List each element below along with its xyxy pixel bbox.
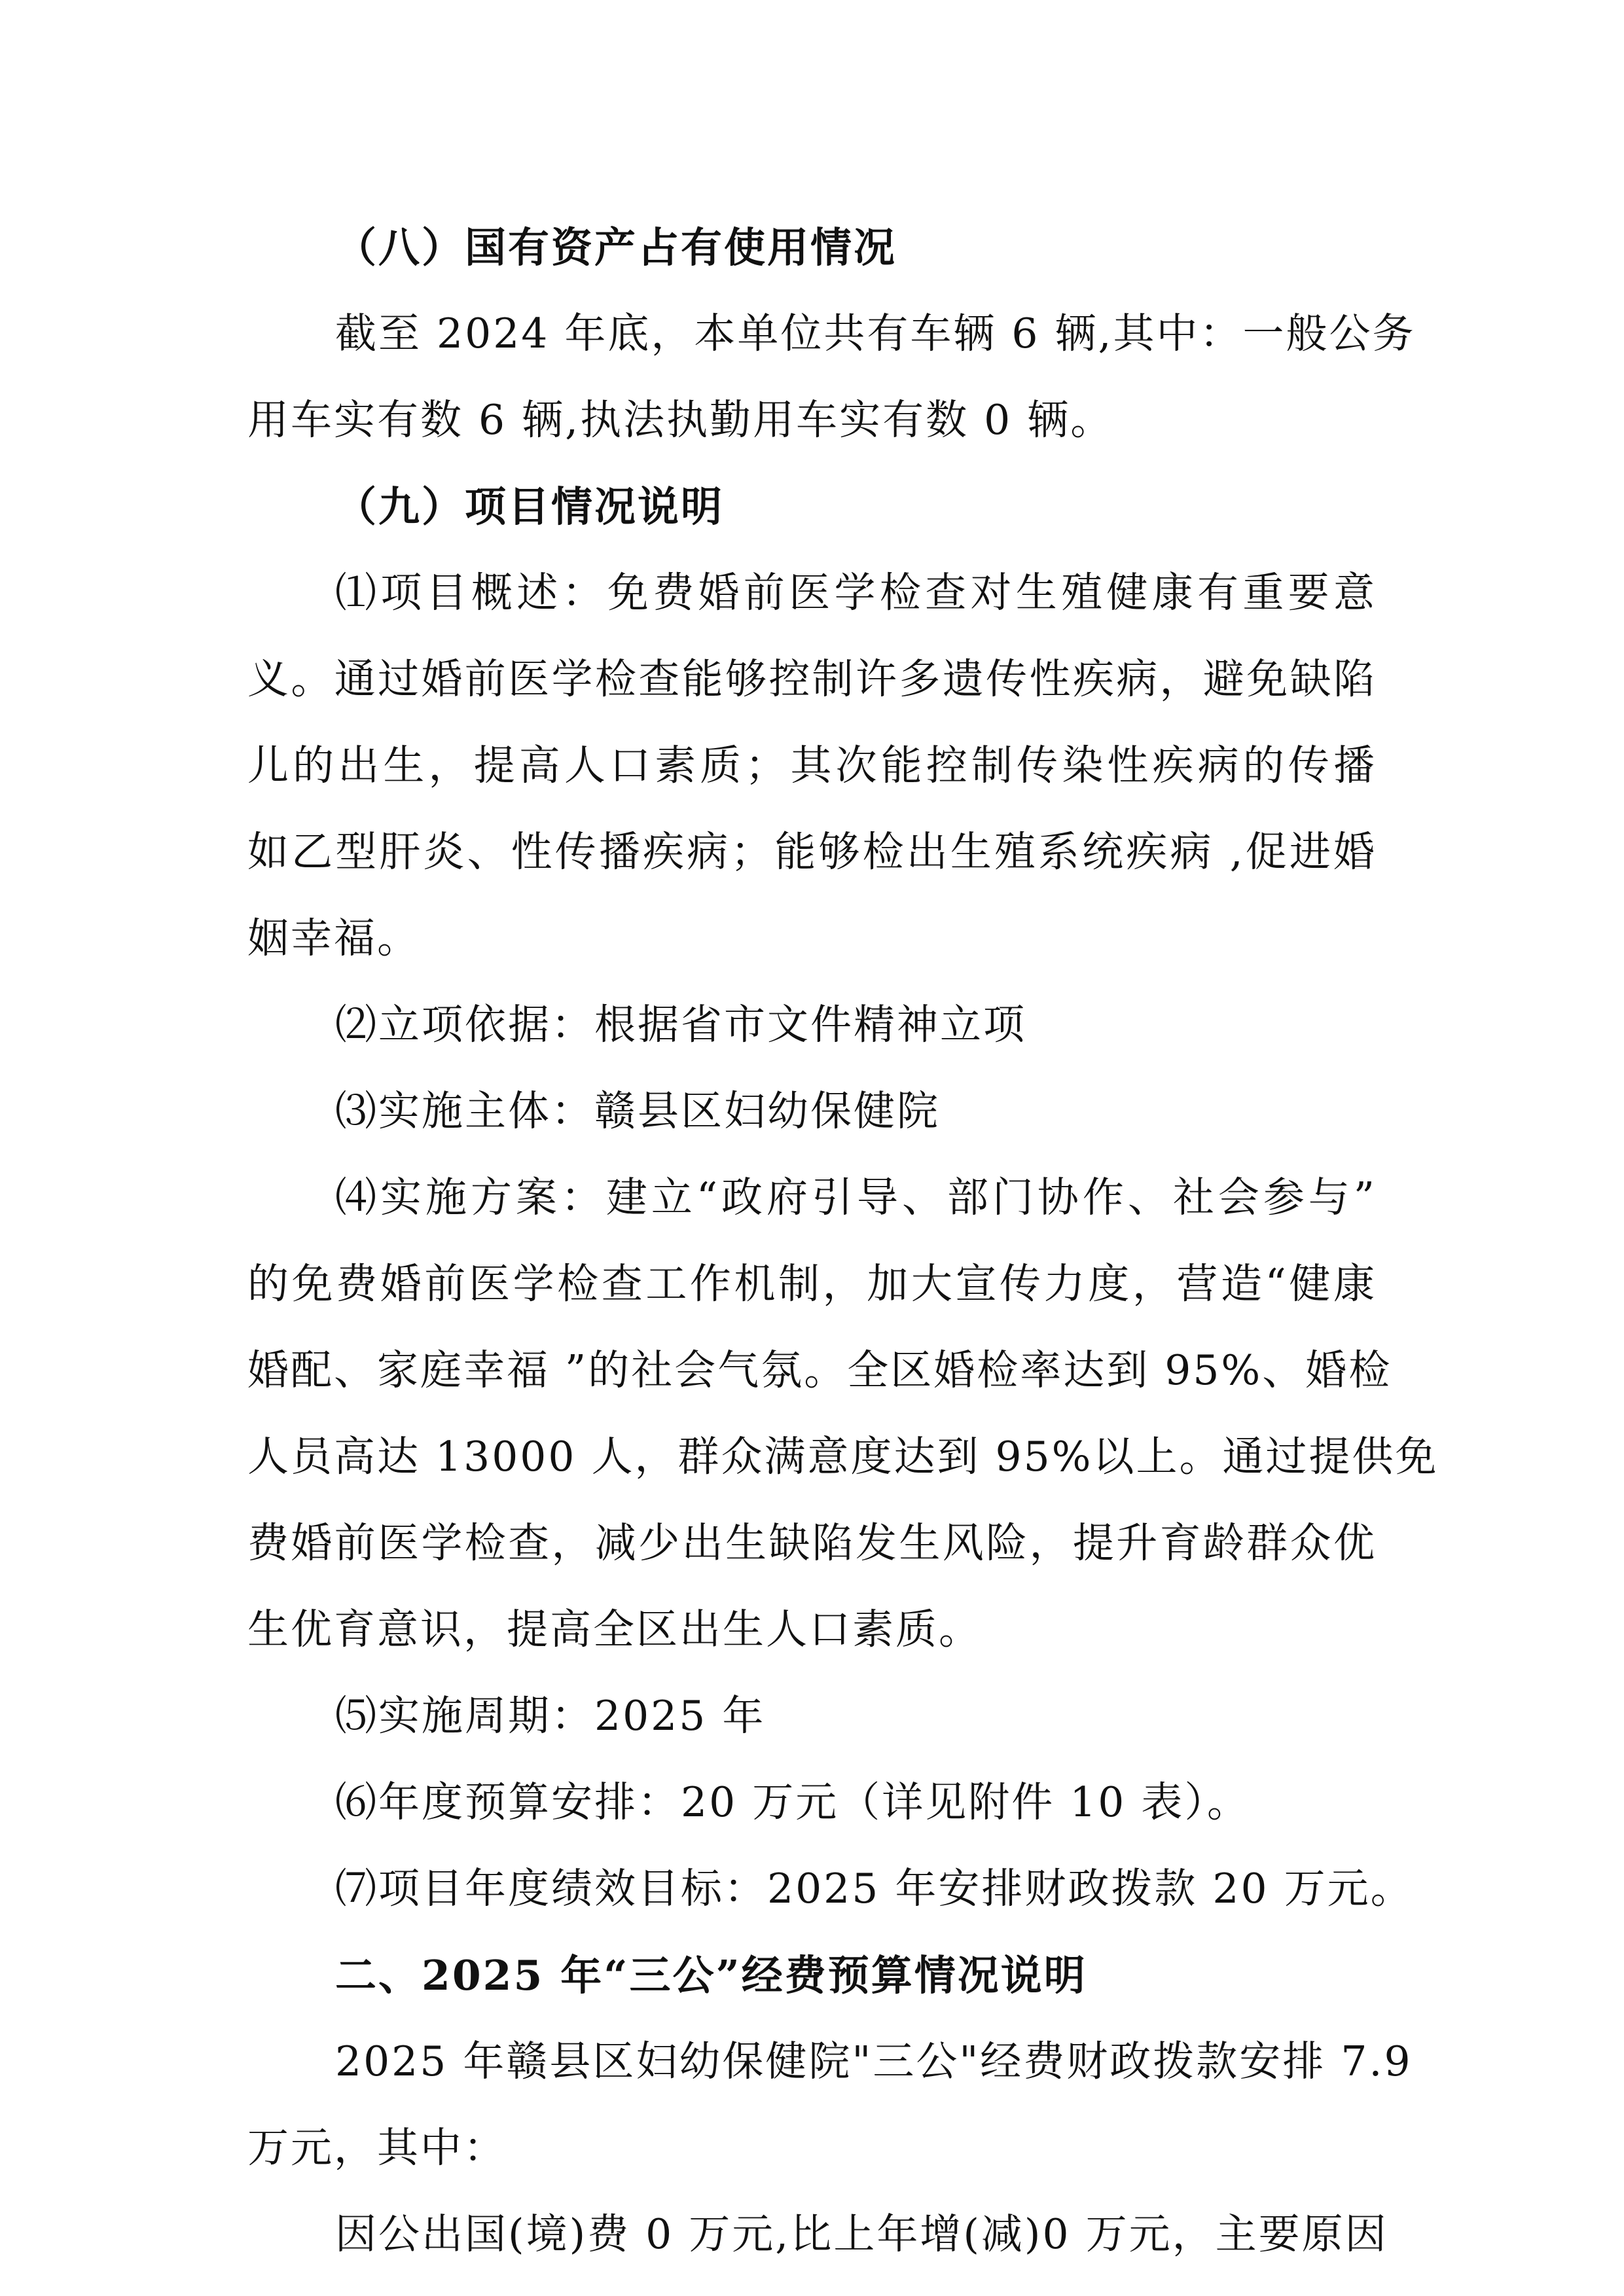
section-heading-three-public-expenses: 二、2025 年“三公”经费预算情况说明 xyxy=(335,1951,1087,2000)
paragraph-line: 2025 年赣县区妇幼保健院"三公"经费财政拨款安排 7.9 xyxy=(335,2037,1413,2085)
paragraph-line: 生优育意识，提高全区出生人口素质。 xyxy=(247,1605,982,1653)
paragraph-line: ⑴项目概述：免费婚前医学检查对生殖健康有重要意 xyxy=(335,569,1377,617)
paragraph-line: 姻幸福。 xyxy=(247,914,420,962)
paragraph-line: 婚配、家庭幸福 ”的社会气氛。全区婚检率达到 95%、婚检 xyxy=(247,1346,1392,1394)
paragraph-line: ⑶实施主体：赣县区妇幼保健院 xyxy=(335,1087,940,1135)
section-heading-state-assets: （八）国有资产占有使用情况 xyxy=(335,223,897,272)
paragraph-line: 人员高达 13000 人，群众满意度达到 95%以上。通过提供免 xyxy=(247,1433,1439,1480)
document-body xyxy=(247,204,1439,2278)
paragraph-line: ⑹年度预算安排：20 万元（详见附件 10 表）。 xyxy=(335,1778,1250,1826)
paragraph-line: 因公出国(境)费 0 万元,比上年增(减)0 万元，主要原因 xyxy=(335,2210,1388,2258)
paragraph-line: 如乙型肝炎、性传播疾病；能够检出生殖系统疾病 ,促进婚 xyxy=(247,828,1377,876)
paragraph-line: 万元，其中： xyxy=(247,2124,507,2172)
paragraph-line: 的免费婚前医学检查工作机制，加大宣传力度，营造“健康 xyxy=(247,1260,1377,1308)
paragraph-line: ⑸实施周期：2025 年 xyxy=(335,1692,766,1740)
paragraph-line: 儿的出生，提高人口素质；其次能控制传染性疾病的传播 xyxy=(247,742,1377,789)
paragraph-line: ⑺项目年度绩效目标：2025 年安排财政拨款 20 万元。 xyxy=(335,1865,1414,1912)
paragraph-line: 截至 2024 年底，本单位共有车辆 6 辆,其中：一般公务 xyxy=(335,310,1416,357)
paragraph-line: 义。通过婚前医学检查能够控制许多遗传性疾病，避免缺陷 xyxy=(247,655,1377,703)
paragraph-line: 费婚前医学检查，减少出生缺陷发生风险，提升育龄群众优 xyxy=(247,1519,1377,1567)
paragraph-line: ⑵立项依据：根据省市文件精神立项 xyxy=(335,1001,1026,1049)
paragraph-line: 用车实有数 6 辆,执法执勤用车实有数 0 辆。 xyxy=(247,396,1114,444)
paragraph-line: ⑷实施方案：建立“政府引导、部门协作、社会参与” xyxy=(335,1174,1377,1221)
section-heading-project-description: （九）项目情况说明 xyxy=(335,482,724,531)
